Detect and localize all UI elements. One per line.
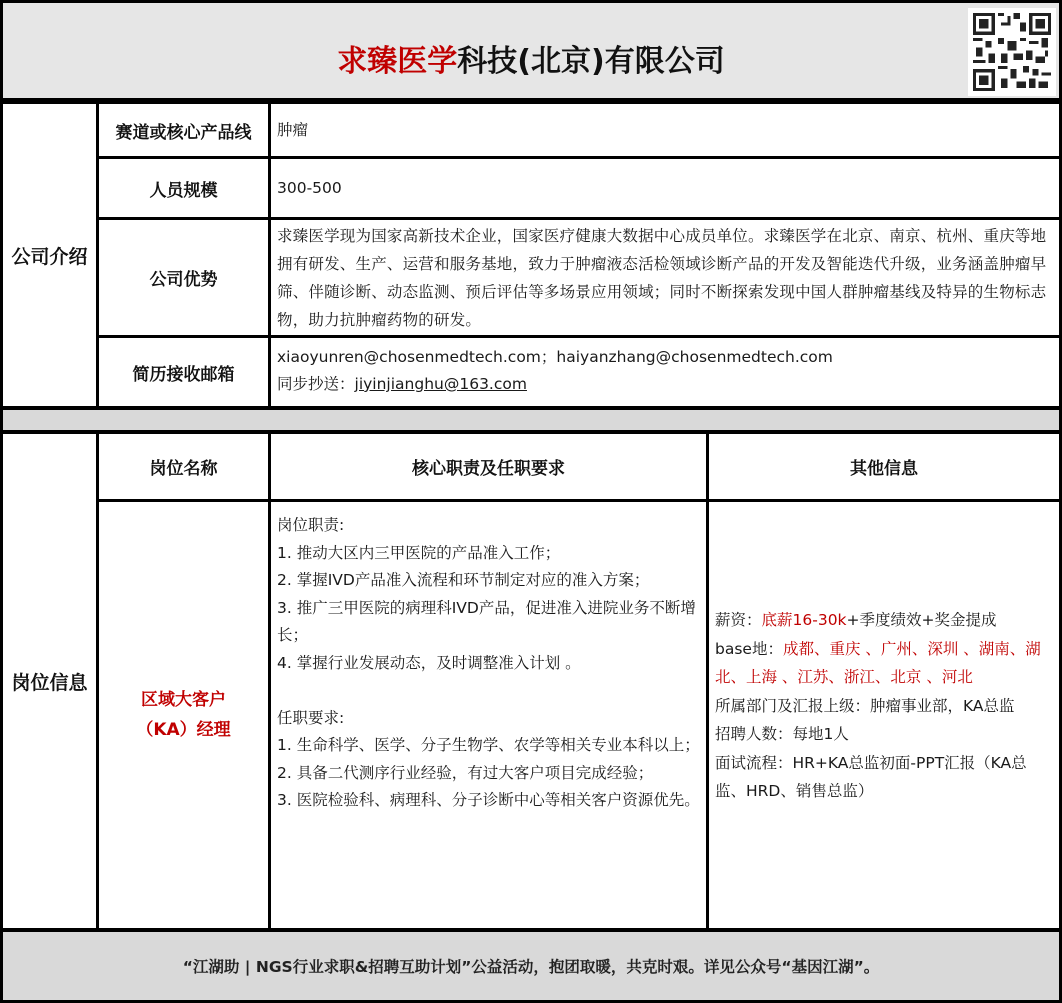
label-staff-size: 人员规模 [99, 159, 268, 217]
label-company-advantage: 公司优势 [99, 220, 268, 335]
column-header-other: 其他信息 [709, 434, 1059, 499]
other-info [709, 502, 1059, 928]
footer-note: “江湖助 | NGS行业求职&招聘互助计划”公益活动，抱团取暖，共克时艰。详见公众号“基因江湖”。 [3, 932, 1059, 1000]
salary-line [715, 606, 1053, 635]
duty-item: 4. 掌握行业发展动态，及时调整准入计划 。 [277, 653, 581, 672]
duties-requirements [271, 502, 706, 928]
value-resume-email [271, 338, 1059, 406]
section-label-jobs: 岗位信息 [3, 434, 96, 928]
cc-email-link[interactable]: jiyinjianghu@163.com [354, 375, 527, 393]
company-title [3, 36, 1059, 80]
resume-emails[interactable]: xiaoyunren@chosenmedtech.com；haiyanzhang@chosenmedtech.com [277, 348, 833, 366]
salary-extra: +季度绩效+奖金提成 [846, 611, 997, 629]
column-header-position: 岗位名称 [99, 434, 268, 499]
duty-item: 2. 掌握IVD产品准入流程和环节制定对应的准入方案； [277, 571, 650, 589]
section-label-company: 公司介绍 [3, 104, 96, 406]
value-company-advantage: 求臻医学现为国家高新技术企业，国家医疗健康大数据中心成员单位。求臻医学在北京、南京、杭州、重庆等地拥有研发、生产、运营和服务基地，致力于肿瘤液态活检领域诊断产品的开发及智能迭代升级，业务涵盖肿瘤早筛、伴随诊断、动态监测、预后评估等多场景应用领域；同时不断探索发现中国人群肿瘤基线及特异的生物标志物，助力抗肿瘤药物的研发。 [271, 220, 1059, 335]
headcount-line: 招聘人数：每地1人 [715, 725, 849, 743]
requirements-heading: 任职要求: [277, 708, 345, 727]
duty-item: 1. 推动大区内三甲医院的产品准入工作； [277, 543, 561, 562]
position-title-line1: 区域大客户 [141, 690, 226, 710]
value-staff-size: 300-500 [271, 159, 1059, 217]
column-header-duties: 核心职责及任职要求 [271, 434, 706, 499]
separator-band [3, 410, 1059, 430]
value-product-line: 肿瘤 [271, 104, 1059, 156]
cc-line [277, 371, 1053, 398]
position-title [99, 502, 268, 928]
requirement-item: 2. 具备二代测序行业经验，有过大客户项目完成经验； [277, 763, 654, 782]
position-title-line2: （KA）经理 [136, 720, 231, 740]
dept-line: 所属部门及汇报上级：肿瘤事业部，KA总监 [715, 696, 1015, 715]
duty-item: 3. 推广三甲医院的病理科IVD产品，促进准入进院业务不断增长； [277, 598, 696, 644]
qr-code-icon [968, 8, 1056, 96]
label-product-line: 赛道或核心产品线 [99, 104, 268, 156]
base-line [715, 635, 1053, 692]
base-cities: 成都、重庆 、广州、深圳 、湖南、湖北、上海 、江苏、浙江、北京 、河北 [715, 639, 1041, 686]
interview-line: 面试流程：HR+KA总监初面-PPT汇报（KA总监、HRD、销售总监） [715, 753, 1027, 800]
title-red-part: 求臻医学 [337, 44, 458, 79]
base-label: base地： [715, 639, 783, 658]
salary-label: 薪资： [715, 611, 762, 629]
duties-heading: 岗位职责: [277, 516, 345, 534]
label-resume-email: 简历接收邮箱 [99, 338, 268, 406]
requirement-item: 1. 生命科学、医学、分子生物学、农学等相关专业本科以上； [277, 736, 700, 754]
requirement-item: 3. 医院检验科、病理科、分子诊断中心等相关客户资源优先。 [277, 791, 700, 809]
title-black-part: 科技(北京)有限公司 [457, 44, 725, 79]
header-banner [3, 3, 1059, 98]
cc-label: 同步抄送： [277, 375, 355, 393]
salary-base: 底薪16-30k [761, 611, 847, 629]
